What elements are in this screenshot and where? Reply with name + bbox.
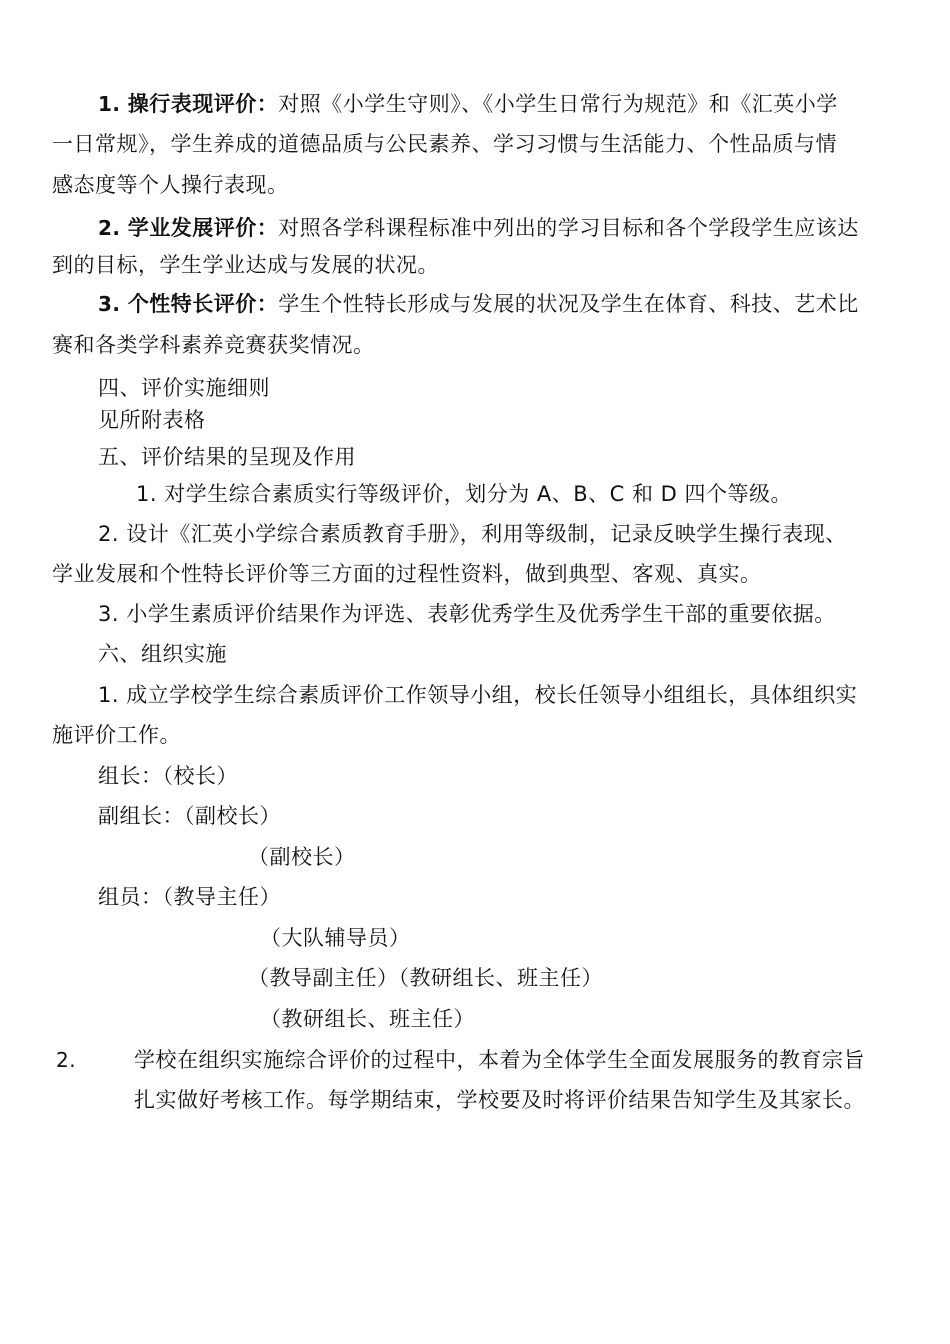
group-member-1: 组员：（教导主任） (98, 885, 281, 909)
section-6-para-2-line-1: 学校在组织实施综合评价的过程中，本着为全体学生全面发展服务的教育宗旨 (134, 1048, 865, 1072)
section-5-heading: 五、评价结果的呈现及作用 (98, 445, 356, 469)
item-2-line-2: 到的目标，学生学业达成与发展的状况。 (52, 253, 439, 277)
item-3-number: 3. (98, 292, 121, 316)
deputy-leader-1: 副组长：（副校长） (98, 804, 281, 828)
section-4-text: 见所附表格 (98, 408, 206, 432)
section-5-para-1: 1. 对学生综合素质实行等级评价，划分为 A、B、C 和 D 四个等级。 (136, 482, 793, 506)
section-6-para-2-line-2: 扎实做好考核工作。每学期结束，学校要及时将评价结果告知学生及其家长。 (134, 1088, 865, 1112)
item-2-number: 2. (98, 216, 121, 240)
section-5-para-2-line-1: 2. 设计《汇英小学综合素质教育手册》，利用等级制，记录反映学生操行表现、 (98, 522, 847, 546)
item-1-number: 1. (98, 92, 121, 116)
section-6-para-2-number: 2. (56, 1048, 77, 1072)
section-5-para-3: 3. 小学生素质评价结果作为评选、表彰优秀学生及优秀学生干部的重要依据。 (98, 602, 836, 626)
item-1-line-2: 一日常规》，学生养成的道德品质与公民素养、学习习惯与生活能力、个性品质与情 (52, 132, 837, 156)
section-6-para-1-line-2: 施评价工作。 (52, 723, 181, 747)
item-3-title: 个性特长评价： (127, 292, 279, 316)
deputy-leader-2: （副校长） (248, 845, 356, 869)
item-1-line-1 (98, 88, 838, 120)
group-leader: 组长：（校长） (98, 764, 238, 788)
section-6-para-1-line-1: 1. 成立学校学生综合素质评价工作领导小组，校长任领导小组组长，具体组织实 (98, 683, 858, 707)
section-5-para-2-line-2: 学业发展和个性特长评价等三方面的过程性资料，做到典型、客观、真实。 (52, 562, 762, 586)
item-2-line-1 (98, 212, 859, 244)
item-2-title: 学业发展评价： (127, 216, 279, 240)
group-member-2: （大队辅导员） (260, 926, 411, 950)
group-member-4: （教研组长、班主任） (260, 1007, 475, 1031)
item-2-text-1: 对照各学科课程标准中列出的学习目标和各个学段学生应该达 (278, 216, 859, 240)
section-6-heading: 六、组织实施 (98, 642, 227, 666)
item-3-line-1 (98, 288, 859, 320)
item-3-line-2: 赛和各类学科素养竞赛获奖情况。 (52, 333, 375, 357)
item-1-title: 操行表现评价： (127, 92, 279, 116)
section-4-heading: 四、评价实施细则 (98, 376, 270, 400)
group-member-3: （教导副主任）（教研组长、班主任） (248, 966, 603, 990)
item-1-line-3: 感态度等个人操行表现。 (52, 173, 289, 197)
item-3-text-1: 学生个性特长形成与发展的状况及学生在体育、科技、艺术比 (278, 292, 859, 316)
item-1-text-1: 对照《小学生守则》、《小学生日常行为规范》和《汇英小学 (278, 92, 838, 116)
